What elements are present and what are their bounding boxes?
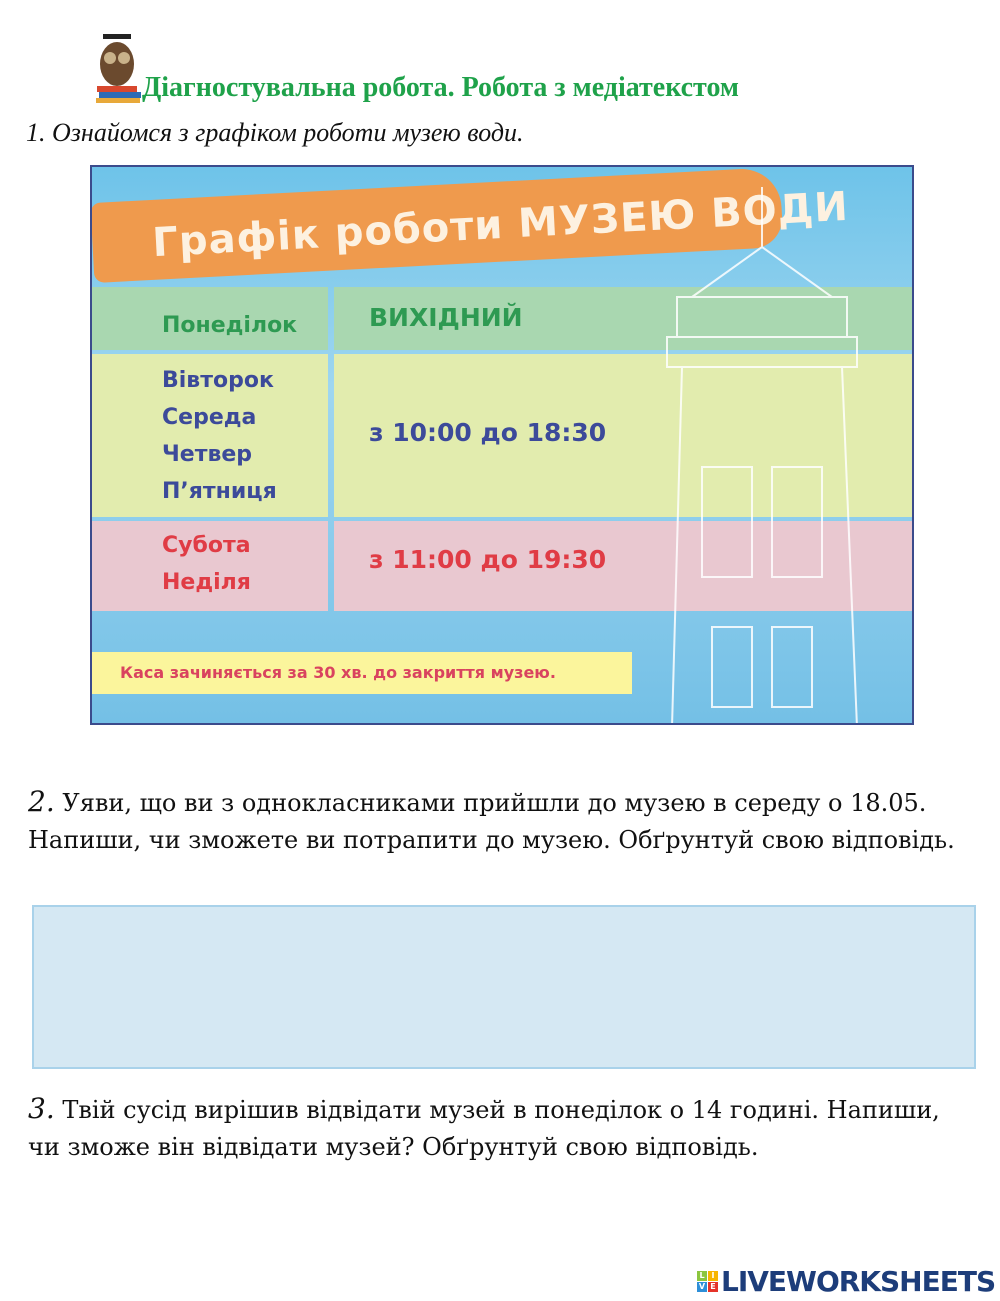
page-title: Діагностувальна робота. Робота з медіатекстом <box>142 72 739 103</box>
day-label: Четвер <box>162 442 253 467</box>
question-2-number: 2. <box>28 785 55 818</box>
live-squares-icon <box>697 1271 718 1292</box>
logo-letter: V <box>698 1282 706 1291</box>
day-label: Субота <box>162 533 251 558</box>
water-tower-drawing <box>632 187 902 725</box>
brand-name: LIVEWORKSHEETS <box>721 1265 996 1298</box>
hours-label: ВИХІДНИЙ <box>369 303 523 332</box>
hours-label: з 11:00 до 19:30 <box>369 545 607 574</box>
day-label: Вівторок <box>162 368 274 393</box>
hours-label: з 10:00 до 18:30 <box>369 418 607 447</box>
owl-with-books-icon <box>95 28 143 104</box>
day-label: Середа <box>162 405 257 430</box>
question-3-number: 3. <box>28 1092 55 1125</box>
day-label: П’ятниця <box>162 479 277 504</box>
answer-2-input[interactable] <box>32 905 976 1069</box>
logo-letter: L <box>697 1271 707 1281</box>
question-3 <box>28 1090 968 1166</box>
day-label: Неділя <box>162 570 251 595</box>
museum-schedule-poster <box>90 165 914 725</box>
poster-title: Графік роботи МУЗЕЮ ВОДИ <box>151 183 850 267</box>
logo-letter: I <box>708 1271 718 1281</box>
question-2-text: Уяви, що ви з однокласниками прийшли до музею в середу о 18.05. Напиши, чи зможете ви потрапити до музею. Обґрунтуй свою відповідь. <box>28 789 955 854</box>
question-1-text: 1. Ознайомся з графіком роботи музею води. <box>26 118 524 147</box>
question-3-text: Твій сусід вирішив відвідати музей в понеділок о 14 годині. Напиши, чи зможе він відвідати музей? Обґрунтуй свою відповідь. <box>28 1096 940 1161</box>
question-2 <box>28 783 968 859</box>
liveworksheets-logo <box>697 1265 995 1298</box>
day-label: Понеділок <box>162 313 298 338</box>
cashier-note: Каса зачиняється за 30 хв. до закриття музею. <box>92 652 632 694</box>
logo-letter: E <box>708 1282 718 1292</box>
